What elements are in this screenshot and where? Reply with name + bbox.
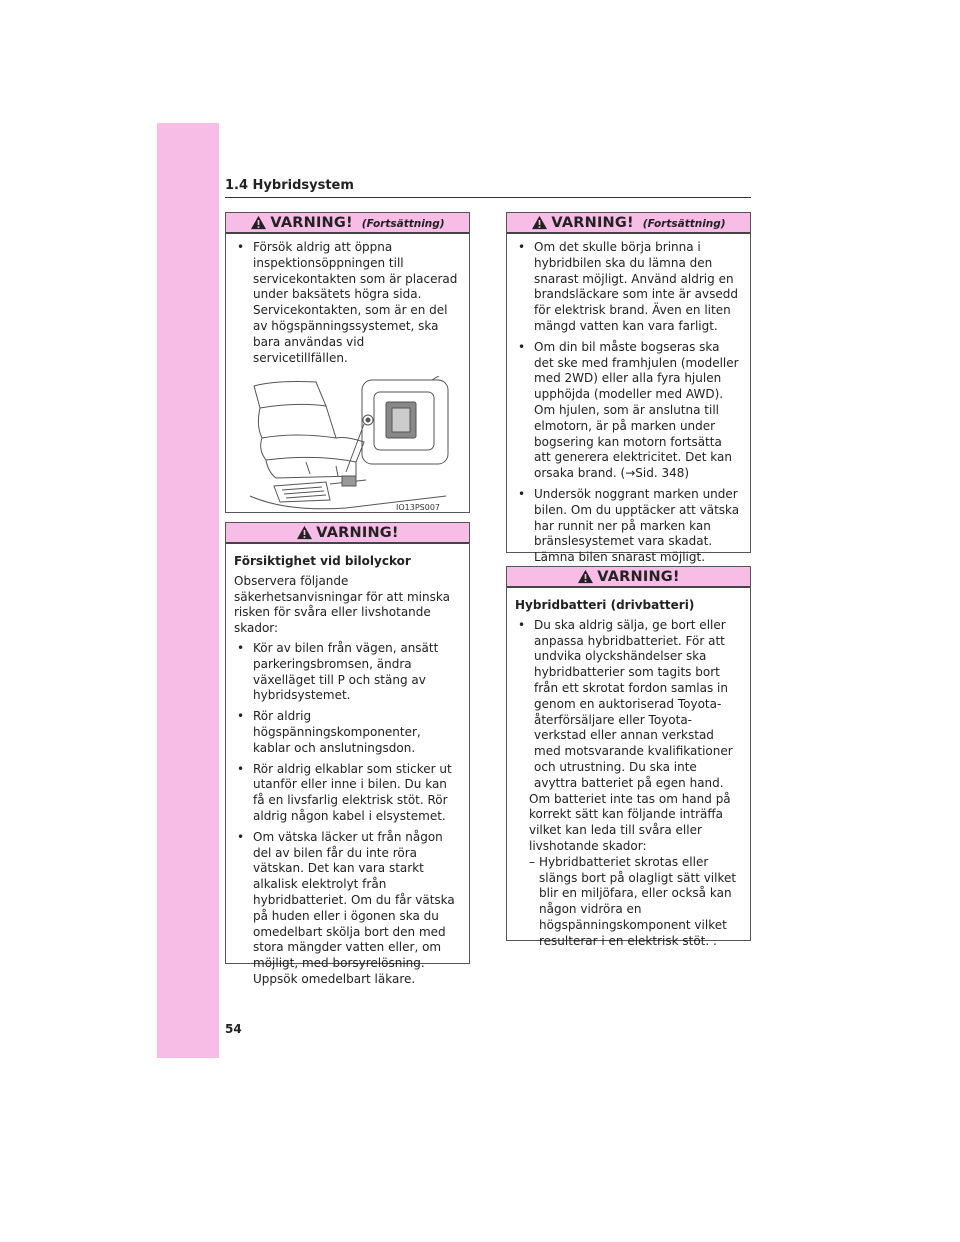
bullet-item: • Försök aldrig att öppna inspektionsöppningen till servicekontakten som är placerad under baksätets högra sida. Servicekontakten, som är en del av högspänningssystemet, ska bara användas vid servicetillfällen. [234, 240, 461, 366]
warning-box-fire-towing [506, 212, 751, 565]
dash-item: – Hybridbatteriet skrotas eller slängs bort på olagligt sätt vilket blir en miljöfara, eller också kan någon vidröra en högspänningskomponent vilket resulterar i en elektrisk stöt. . [515, 855, 742, 950]
service-plug-illustration [246, 376, 450, 514]
warning-subtitle: (Fortsättning) [642, 218, 726, 230]
bullet-item: • Rör aldrig högspänningskomponenter, kablar och anslutningsdon. [234, 709, 461, 756]
continuation-paragraph: Om batteriet inte tas om hand på korrekt sätt kan följande inträffa vilket kan leda till svåra eller livshotande skador: [529, 791, 731, 853]
warning-title: VARNING! [270, 214, 353, 231]
warning-heading: Hybridbatteri (drivbatteri) [515, 598, 695, 612]
bullet-item: • Om din bil måste bogseras ska det ske med framhjulen (modeller med 2WD) eller alla fyra hjulen upphöjda (modeller med AWD). Om hjulen, som är anslutna till elmotorn, är på marken under bogsering kan motorn fortsätta att generera elektricitet. Det kan orsaka brand. (→Sid. 348) [515, 340, 742, 482]
figure-code: IO13PS007 [396, 503, 441, 513]
page-number: 54 [225, 1022, 242, 1036]
warning-intro: Observera följande säkerhetsanvisningar för att minska risken för svåra eller livshotande skador: [234, 573, 450, 636]
bullet-item: • Kör av bilen från vägen, ansätt parkeringsbromsen, ändra växelläget till P och stäng av hybridsystemet. [234, 641, 461, 704]
warning-header [507, 213, 750, 234]
bullet-item: • Undersök noggrant marken under bilen. Om du upptäcker att vätska har runnit ner på marken kan bränslesystemet vara skadat. Lämna bilen snarast möjligt. [515, 487, 742, 566]
warning-box-accident [225, 522, 470, 986]
rear-seat-drawing [246, 376, 450, 514]
bullet-item: • Om det skulle börja brinna i hybridbilen ska du lämna den snarast möjligt. Använd aldrig en brandsläckare som inte är avsedd för elektrisk brand. Även en liten mängd vatten kan vara farligt. [515, 240, 742, 335]
warning-title: VARNING! [597, 568, 680, 585]
warning-triangle-icon [531, 215, 548, 230]
bullet-item: • Om vätska läcker ut från någon del av bilen får du inte röra vätskan. Det kan vara starkt alkalisk elektrolyt från hybridbatteriet. Om du får vätska på huden eller i ögonen ska du omedelbart skölja bort den med stora mängder vatten eller, om möjligt, med borsyrelösning. Uppsök omedelbart läkare. [234, 830, 461, 988]
warning-subtitle: (Fortsättning) [361, 218, 445, 230]
warning-box-service-plug [225, 212, 470, 513]
bullet-item: • Rör aldrig elkablar som sticker ut utanför eller inne i bilen. Du kan få en livsfarlig elektrisk stöt. Rör aldrig någon kabel i elsystemet. [234, 762, 461, 825]
warning-header [507, 567, 750, 588]
warning-header [226, 213, 469, 234]
chapter-side-tab [157, 123, 219, 1058]
warning-box-hybrid-battery [506, 566, 751, 948]
warning-triangle-icon [577, 569, 594, 584]
warning-header [226, 523, 469, 544]
warning-title: VARNING! [316, 524, 399, 541]
warning-triangle-icon [296, 525, 313, 540]
section-header: 1.4 Hybridsystem [225, 178, 751, 198]
bullet-text: Du ska aldrig sälja, ge bort eller anpassa hybridbatteriet. För att undvika olyckshändelser ska hybridbatterier som tagits bort från ett skrotat fordon samlas in genom en auktoriserad Toyota-återförsäljare eller Toyota-verkstad eller annan verkstad med motsvarande kvalifikationer och utrustning. Du ska inte avyttra batteriet på egen hand. [534, 617, 733, 790]
bullet-item [515, 618, 742, 792]
warning-triangle-icon [250, 215, 267, 230]
warning-heading: Försiktighet vid bilolyckor [234, 554, 411, 568]
warning-title: VARNING! [551, 214, 634, 231]
